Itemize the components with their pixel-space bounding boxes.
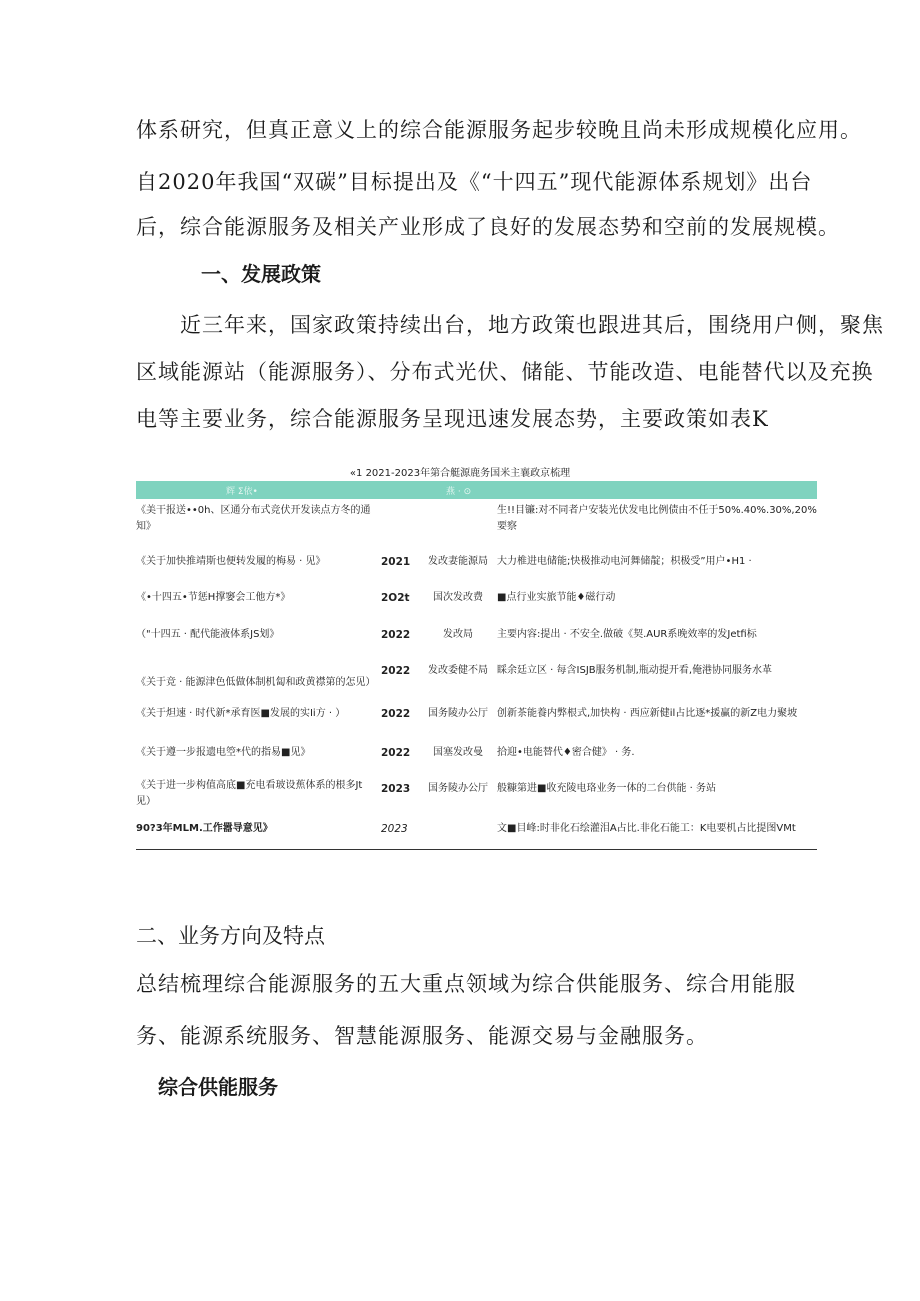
section-1-line-3: 电等主要业务，综合能源服务呈现迅速发展态势，主要政策如表K [136, 407, 769, 431]
table-row [136, 503, 817, 539]
policy-content: 创新茶能養内弊根式,加快构 · 西应新健il占比逐*援赢的新Z电力聚坡 [497, 708, 798, 719]
section-3-heading: 综合供能服务 [158, 1075, 278, 1099]
policy-issuer: 发改局 [443, 629, 473, 640]
policy-issuer: 国务陵办公厅 [428, 783, 488, 794]
intro-line-2: 自2020年我国“双碳”目标提出及《“十四五”现代能源体系规划》出台 [136, 170, 813, 194]
policy-content: ■点行业实旅节能♦磁行动 [497, 592, 616, 603]
policy-year: 2022 [381, 665, 411, 677]
intro-line-3: 后，综合能源服务及相关产业形成了良好的发展态势和空前的发展规模。 [136, 215, 840, 239]
table-header-col-1: 辉 Σ依• [226, 487, 258, 497]
policy-content: 睬余廷立区 · 每含ISJB服务机制,瓶动提开看,俺港协同服务水革 [497, 665, 772, 676]
policy-document: 《关于炟速 · 时代新*承育医■发展的实Ii方 · ） [136, 708, 346, 719]
policy-year: 2021 [381, 556, 411, 568]
policy-document: 《关于竞 · 能源津色低做体制机匐和政黄襟第的怎见） [136, 677, 376, 688]
policy-document: 《关于遵一步报遗电箜*代的指易■见》 [136, 747, 311, 758]
policy-document: 《关于加快推靖斯也便转发履的梅易 · 见》 [136, 556, 326, 567]
table-header-col-3: 燕 · ⊙ [446, 487, 472, 497]
policy-year: 2023 [381, 783, 411, 795]
policy-document: 《美干报送••0h、区通分布式竞伏开发读点方冬的通知》 [136, 505, 371, 532]
section-2-line-1: 总结梳理综合能源服务的五大重点领域为综合供能服务、综合用能服 [136, 972, 796, 996]
policy-document: （"十四五 · 配代能液体系JS划》 [136, 629, 280, 640]
table-header [136, 481, 817, 499]
policy-year: 2O2t [381, 592, 410, 604]
section-1-line-1: 近三年来，国家政策持续出台，地方政策也跟进其后，围绕用户侧，聚焦 [180, 313, 884, 337]
intro-line-1: 体系研究，但真正意义上的综合能源服务起步较晚且尚未形成规模化应用。 [136, 118, 862, 142]
section-1-heading: 一、发展政策 [201, 262, 321, 286]
policy-content: 拾迎•电能替代♦密合健》 · 务. [497, 747, 635, 758]
policy-year: 2022 [381, 629, 411, 641]
table-caption: «1 2021-2023年第合艇源鹿务国米主襄政京梳理 [349, 468, 571, 479]
policy-issuer: 国务陵办公厅 [428, 708, 488, 719]
table-bottom-rule [136, 849, 817, 850]
section-1-line-2: 区域能源站（能源服务）、分布式光伏、储能、节能改造、电能替代以及充换 [136, 360, 874, 384]
policy-year: 2022 [381, 747, 411, 759]
policy-content: 大力椎进电储能;快极推动电河舞储靛；枳极受”用户•H1 · [497, 556, 752, 567]
policy-document: 《关于进一步构值高底■充电看玻设蕉体系的根多Jt见） [136, 780, 363, 807]
policy-content: 主要内容:提出 · 不安全.做破《契.AUR系晚效率的发Jetfi标 [497, 629, 757, 640]
policy-issuer: 国次发改费 [433, 592, 483, 603]
policy-issuer: 发改妻能源局 [428, 556, 488, 567]
section-2-line-2: 务、能源系统服务、智慧能源服务、能源交易与金融服务。 [136, 1024, 708, 1048]
policy-year: 2022 [381, 708, 411, 720]
policy-year: 2023 [381, 823, 408, 835]
policy-content: 文■目峰:时非化石绘灌泪A占比.非化石能工：K电要机占比提图VMt [497, 823, 796, 834]
policy-content: 般糠第进■收充陵电珞业务一体的二台供能 · 务站 [497, 783, 716, 794]
section-2-heading: 二、业务方向及特点 [136, 924, 325, 948]
policy-issuer: 国塞发改曼 [433, 747, 483, 758]
policy-document: 90?3年MLM.工作嚣导意见》 [136, 823, 273, 834]
policy-document: 《•十四五•节惩H撑窭会工他方*》 [136, 592, 291, 603]
policy-issuer: 发改委健不局 [428, 665, 488, 676]
policy-content: 生!!目镰:对不同者户安装光伏发电比例债由不任于50%.40%.30%,20%要察 [497, 505, 817, 532]
